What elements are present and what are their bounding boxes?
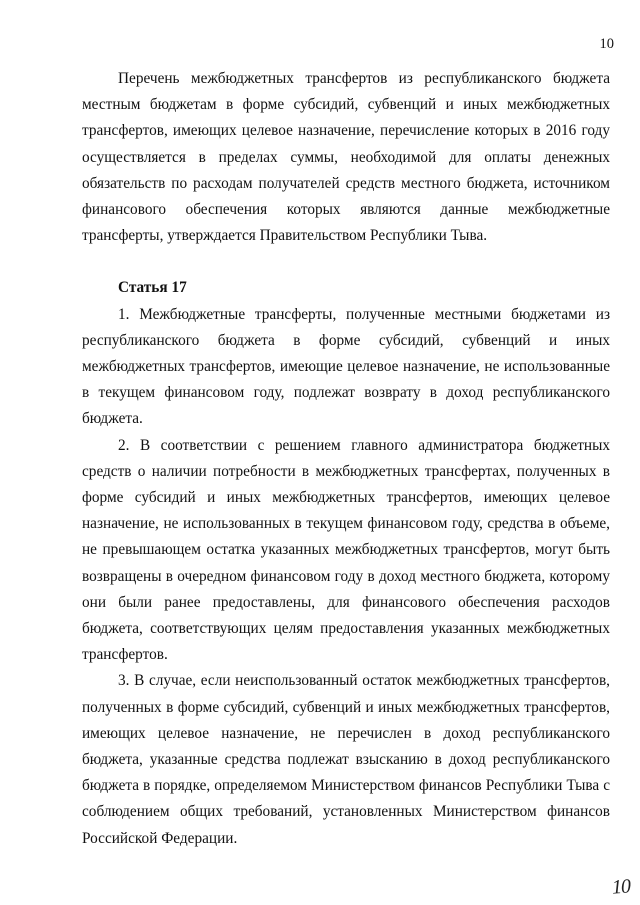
article-paragraph-3: 3. В случае, если неиспользованный остаток межбюджетных трансфертов, полученных в форме субсидий, субвенций и иных межбюджетных трансфертов, имеющих целевое назначение, не перечислен в доход республиканского бюджета, указанные средства подлежат взысканию в доход республиканского бюджета в порядке, определяемом Министерством финансов Республики Тыва с соблюдением общих требований, установленных Министерством финансов Российской Федерации. [82,672,610,847]
article-paragraph-1: 1. Межбюджетные трансферты, полученные местными бюджетами из республиканского бюджета в форме субсидий, субвенций и иных межбюджетных трансфертов, имеющие целевое назначение, не использованные в текущем финансовом году, подлежат возврату в доход республиканского бюджета. [82,305,610,428]
handwritten-page-mark: 10 [611,875,631,899]
page-number: 10 [599,36,614,52]
intro-paragraph: Перечень межбюджетных трансфертов из республиканского бюджета местным бюджетам в форме субсидий, субвенций и иных межбюджетных трансфертов, имеющих целевое назначение, перечисление которых в 2016 году осуществляется в пределах суммы, необходимой для оплаты денежных обязательств по расходам получателей средств местного бюджета, источником финансового обеспечения которых являются данные межбюджетные трансферты, утверждается Правительством Республики Тыва. [82,70,610,245]
document-body [82,66,610,852]
article-paragraph-2: 2. В соответствии с решением главного администратора бюджетных средств о наличии потребности в межбюджетных трансфертах, полученных в форме субсидий и иных межбюджетных трансфертов, имеющих целевое назначение, не использованных в текущем финансовом году, средства в объеме, не превышающем остатка указанных межбюджетных трансфертов, могут быть возвращены в очередном финансовом году в доход местного бюджета, которому они были ранее предоставлены, для финансового обеспечения расходов бюджета, соответствующих целям предоставления указанных межбюджетных трансфертов. [82,436,610,664]
paragraph-gap [82,249,610,275]
article-title: Статья 17 [118,279,187,297]
